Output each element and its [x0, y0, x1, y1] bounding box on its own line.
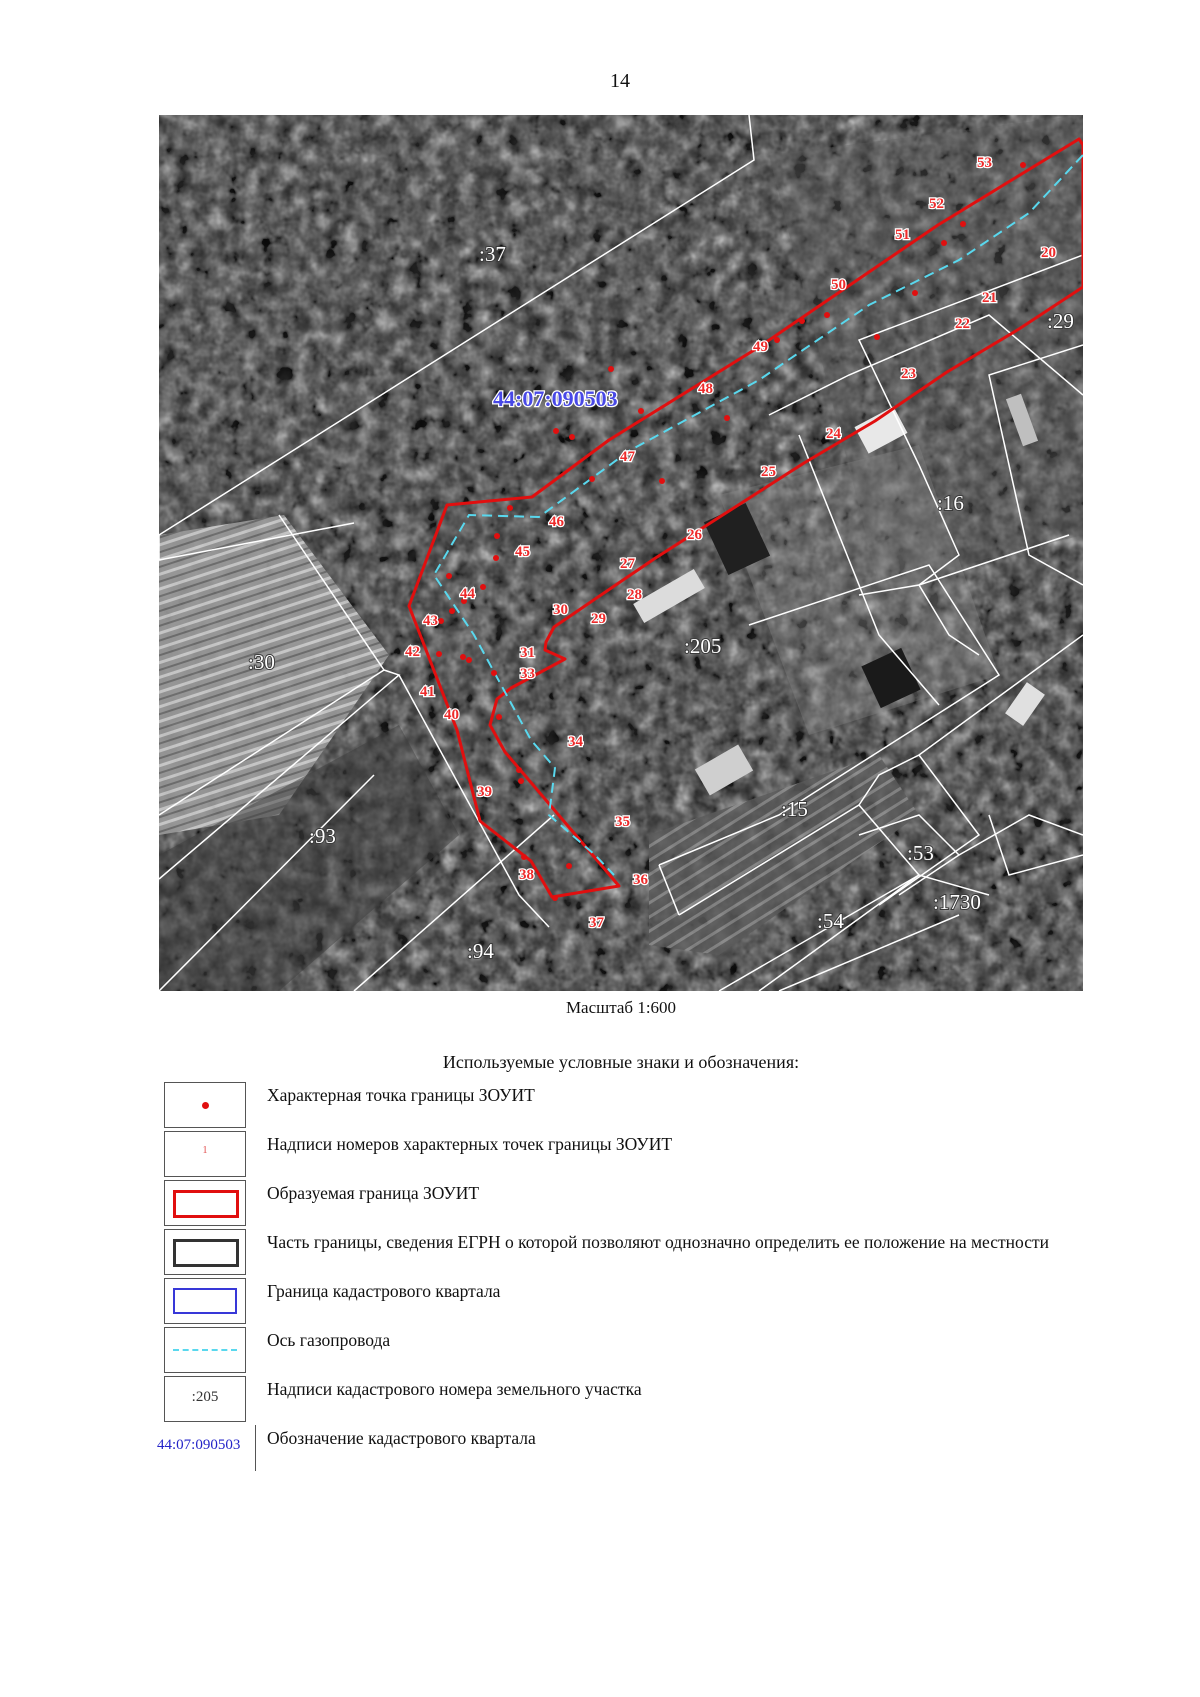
legend-item-quarter-label	[159, 1425, 1084, 1474]
legend-item-text: Надписи кадастрового номера земельного участка	[267, 1379, 642, 1399]
parcel-label-29: :29	[1047, 309, 1074, 333]
point-label-33: 33	[520, 666, 535, 682]
point-label-44: 44	[460, 586, 475, 602]
point-label-42: 42	[405, 644, 420, 660]
legend-item-zouit-boundary	[159, 1180, 1084, 1229]
point-label-28: 28	[627, 587, 642, 603]
parcel-label-54: :54	[817, 909, 844, 933]
legend-symbol-box	[164, 1327, 246, 1373]
legend-symbol-box	[164, 1229, 246, 1275]
point-label-22: 22	[955, 316, 970, 332]
point-label-20: 20	[1041, 245, 1056, 261]
point-label-41: 41	[420, 684, 435, 700]
legend-item-text: Ось газопровода	[267, 1330, 391, 1350]
legend-item-parcel-label	[159, 1376, 1084, 1425]
legend-item-quarter-boundary	[159, 1278, 1084, 1327]
legend-item-text: Граница кадастрового квартала	[267, 1281, 501, 1301]
quarter-label-sample: 44:07:090503	[157, 1437, 241, 1453]
parcel-label-93: :93	[309, 824, 336, 848]
black-rectangle-icon	[173, 1239, 239, 1267]
parcel-label-1730: :1730	[933, 890, 981, 914]
legend-item-point-number	[159, 1131, 1084, 1180]
point-label-49: 49	[753, 339, 768, 355]
map-scale: Масштаб 1:600	[565, 998, 677, 1017]
point-label-51: 51	[895, 227, 910, 243]
parcel-label-sample: :205	[191, 1389, 219, 1405]
divider	[255, 1425, 256, 1471]
legend-item-gas-axis	[159, 1327, 1084, 1376]
point-label-39: 39	[477, 784, 492, 800]
point-label-30: 30	[553, 602, 568, 618]
parcel-label-205: :205	[684, 634, 722, 658]
point-label-48: 48	[698, 381, 713, 397]
legend	[159, 1082, 1084, 1474]
legend-title: Используемые условные знаки и обозначения:	[442, 1052, 800, 1072]
legend-symbol-box	[164, 1376, 246, 1422]
point-label-25: 25	[761, 464, 776, 480]
red-rectangle-icon	[173, 1190, 239, 1218]
legend-symbol-box	[164, 1131, 246, 1177]
point-label-35: 35	[615, 814, 630, 830]
legend-item-text: Образуемая граница ЗОУИТ	[267, 1183, 480, 1203]
point-label-37: 37	[589, 915, 604, 931]
page-number: 14	[610, 70, 630, 92]
legend-symbol-box	[164, 1180, 246, 1226]
legend-symbol-box	[164, 1278, 246, 1324]
legend-item-text: Характерная точка границы ЗОУИТ	[267, 1085, 535, 1105]
point-label-38: 38	[519, 867, 534, 883]
point-label-24: 24	[826, 426, 841, 442]
quarter-label: 44:07:090503	[493, 386, 618, 411]
red-dot-icon	[202, 1102, 209, 1109]
point-label-40: 40	[444, 707, 459, 723]
parcel-label-15: :15	[781, 797, 808, 821]
point-label-31: 31	[520, 645, 535, 661]
point-label-46: 46	[549, 514, 564, 530]
point-label-34: 34	[568, 734, 583, 750]
legend-item-text: Часть границы, сведения ЕГРН о которой позволяют однозначно определить ее положение на местности	[267, 1232, 1050, 1252]
point-number-sample: 1	[202, 1145, 208, 1156]
legend-item-egrn-boundary	[159, 1229, 1084, 1278]
legend-item-text: Надписи номеров характерных точек границы ЗОУИТ	[267, 1134, 673, 1154]
point-label-27: 27	[620, 556, 635, 572]
point-label-23: 23	[901, 366, 916, 382]
point-label-36: 36	[633, 872, 648, 888]
cadastral-map	[159, 115, 1083, 991]
cyan-dashed-line-icon	[173, 1349, 237, 1351]
point-label-26: 26	[687, 527, 702, 543]
point-label-47: 47	[620, 449, 635, 465]
point-label-21: 21	[982, 290, 997, 306]
blue-rectangle-icon	[173, 1288, 237, 1314]
legend-item-text: Обозначение кадастрового квартала	[267, 1428, 536, 1448]
point-label-43: 43	[423, 613, 438, 629]
point-label-50: 50	[831, 277, 846, 293]
parcel-label-37: :37	[479, 242, 506, 266]
parcel-label-16: :16	[937, 491, 964, 515]
parcel-label-94: :94	[467, 939, 494, 963]
parcel-label-53: :53	[907, 841, 934, 865]
legend-item-boundary-point	[159, 1082, 1084, 1131]
point-label-52: 52	[929, 196, 944, 212]
point-label-53: 53	[977, 155, 992, 171]
legend-symbol-box	[164, 1082, 246, 1128]
point-label-45: 45	[515, 544, 530, 560]
point-label-29: 29	[591, 611, 606, 627]
parcel-label-30: :30	[248, 650, 275, 674]
